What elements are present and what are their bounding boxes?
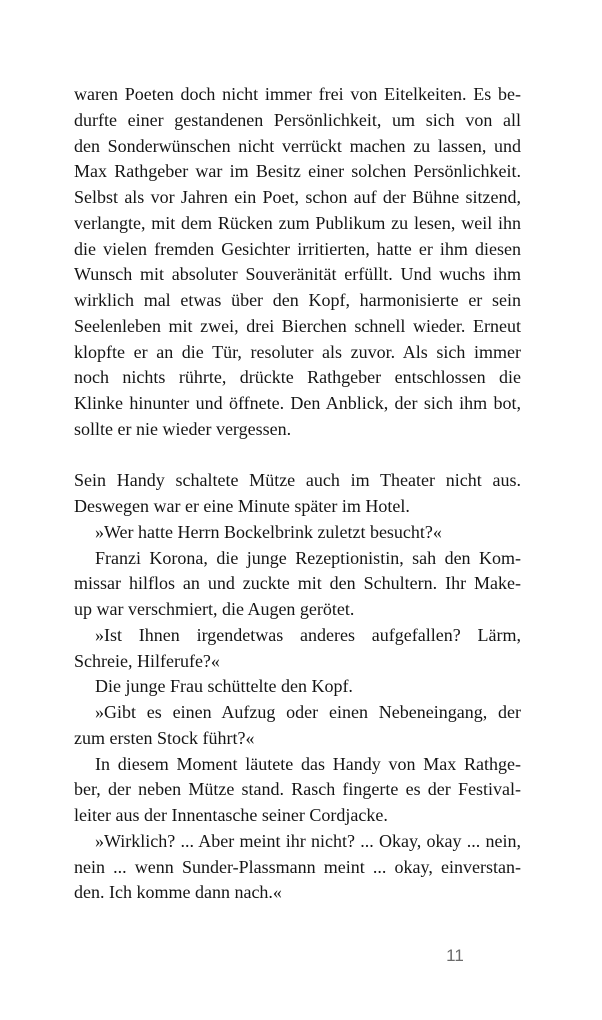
text-line: Die junge Frau schüttelte den Kopf. (95, 676, 353, 697)
paragraph (74, 674, 521, 700)
text-line: Selbst als vor Jahren ein Poet, schon auf der Bühne sitzend, (74, 187, 521, 207)
text-line: »Wirklich? ... Aber meint ihr nicht? ... Okay, okay ... nein, (95, 830, 521, 851)
text-line: sollte er nie wieder vergessen. (74, 418, 292, 439)
text-line: Sein Handy schaltete Mütze auch im Theater nicht aus. (74, 470, 521, 491)
paragraph (74, 520, 521, 546)
text-line: Max Rathgeber war im Besitz einer solchen Persönlichkeit. (74, 161, 521, 182)
text-line: Klinke hinunter und öffnete. Den Anblick, der sich ihm bot, (74, 393, 521, 413)
text-line: den. Ich komme dann nach.« (74, 882, 282, 903)
paragraph (74, 546, 521, 623)
text-line: »Wer hatte Herrn Bockelbrink zuletzt besucht?« (95, 521, 442, 542)
text-line: zum ersten Stock führt?« (74, 727, 255, 748)
text-line: Seelenleben mit zwei, drei Bierchen schnell wieder. Erneut (74, 315, 521, 336)
text-line: Schreie, Hilferufe?« (74, 650, 220, 671)
text-line: den Sonderwünschen nicht verrückt machen zu lassen, und (74, 135, 521, 156)
paragraph (74, 468, 521, 520)
text-line: wirklich mal etwas über den Kopf, harmonisierte er sein (74, 290, 521, 310)
text-line: leiter aus der Innentasche seiner Cordjacke. (74, 805, 388, 825)
text-line: die vielen fremden Gesichter irritierten, hatte er ihm diesen (74, 238, 521, 259)
paragraph (74, 623, 521, 675)
text-line: »Gibt es einen Aufzug oder einen Nebeneingang, der (95, 702, 521, 722)
text-line: In diesem Moment läutete das Handy von Max Rathge- (95, 753, 521, 774)
text-line: up war verschmiert, die Augen gerötet. (74, 599, 355, 619)
text-line: klopfte er an die Tür, resoluter als zuvor. Als sich immer (74, 341, 521, 362)
text-line: ber, der neben Mütze stand. Rasch fingerte es der Festival- (74, 779, 521, 800)
text-line: nein ... wenn Sunder-Plassmann meint ... okay, einverstan- (74, 856, 521, 877)
paragraph (74, 829, 521, 906)
text-line: Deswegen war er eine Minute später im Hotel. (74, 496, 410, 516)
page-number: 11 (446, 946, 464, 965)
text-line: Franzi Korona, die junge Rezeptionistin, sah den Kom- (95, 547, 521, 568)
paragraph (74, 752, 521, 829)
paragraph (74, 82, 521, 443)
text-line: waren Poeten doch nicht immer frei von Eitelkeiten. Es be- (74, 84, 521, 104)
text-line: durfte einer gestandenen Persönlichkeit, um sich von all (74, 109, 521, 130)
text-line: verlangte, mit dem Rücken zum Publikum zu lesen, weil ihn (74, 212, 521, 233)
text-line: Wunsch mit absoluter Souveränität erfüllt. Und wuchs ihm (74, 264, 521, 285)
text-line: noch nichts rührte, drückte Rathgeber entschlossen die (74, 367, 521, 388)
text-block (74, 82, 521, 906)
text-line: missar hilflos an und zuckte mit den Schultern. Ihr Make- (74, 573, 521, 594)
text-line: »Ist Ihnen irgendetwas anderes aufgefallen? Lärm, (95, 624, 521, 645)
paragraph (74, 700, 521, 752)
